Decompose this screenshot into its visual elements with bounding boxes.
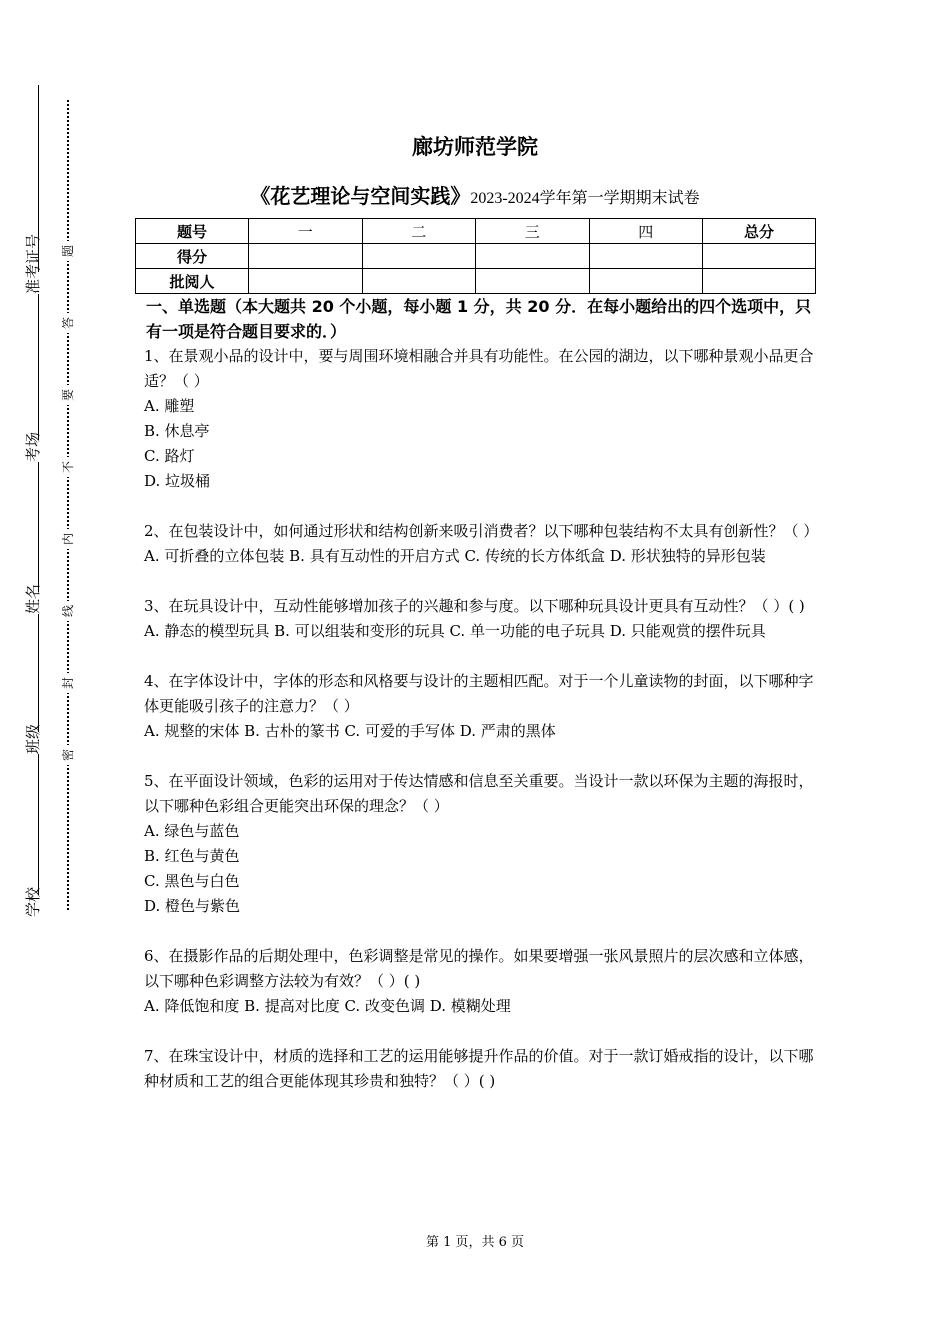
score-table	[135, 218, 816, 294]
question-stem: 4、在字体设计中，字体的形态和风格要与设计的主题相匹配。对于一个儿童读物的封面，以下哪种字体更能吸引孩子的注意力？（ ）	[144, 672, 814, 715]
seal-dotted-line	[67, 100, 69, 910]
score-cell: 一	[249, 219, 363, 244]
course-title: 《花艺理论与空间实践》	[250, 184, 471, 208]
question-1	[144, 344, 820, 494]
question-2	[144, 519, 820, 569]
question-4	[144, 669, 820, 744]
option: A. 规整的宋体 B. 古朴的篆书 C. 可爱的手写体 D. 严肃的黑体	[144, 722, 556, 740]
question-stem: 3、在玩具设计中，互动性能够增加孩子的兴趣和参与度。以下哪种玩具设计更具有互动性？（ ）( )	[144, 597, 805, 615]
question-stem: 1、在景观小品的设计中，要与周围环境相融合并具有功能性。在公园的湖边，以下哪种景观小品更合适？（ ）	[144, 347, 814, 390]
score-cell: 批阅人	[136, 269, 249, 294]
school-name: 廊坊师范学院	[412, 135, 538, 159]
score-cell: 得分	[136, 244, 249, 269]
question-5	[144, 769, 820, 919]
option: C. 黑色与白色	[144, 872, 240, 890]
question-stem: 6、在摄影作品的后期处理中，色彩调整是常见的操作。如果要增强一张风景照片的层次感和立体感，以下哪种色彩调整方法较为有效？（ ）( )	[144, 947, 814, 990]
term-label: 2023-2024学年第一学期期末试卷	[470, 190, 700, 207]
score-cell: 题号	[136, 219, 249, 244]
binding-line	[38, 85, 39, 915]
seal-char: 题	[61, 241, 75, 261]
score-cell[interactable]	[589, 269, 703, 294]
score-cell[interactable]	[249, 269, 363, 294]
seal-char: 密	[61, 745, 75, 765]
option: D. 垃圾桶	[144, 472, 211, 490]
question-7	[144, 1044, 820, 1094]
score-cell: 三	[476, 219, 590, 244]
binding-label-exam-number: 准考证号	[24, 233, 42, 294]
option: B. 红色与黄色	[144, 847, 240, 865]
seal-char: 封	[61, 673, 75, 693]
option: A. 降低饱和度 B. 提高对比度 C. 改变色调 D. 模糊处理	[144, 997, 511, 1015]
option: C. 路灯	[144, 447, 195, 465]
binding-label-class: 班级	[24, 723, 42, 754]
score-cell[interactable]	[476, 269, 590, 294]
section-title: 一、单选题（本大题共 20 个小题，每小题 1 分，共 20 分．在每小题给出的四个选项中，只有一项是符合题目要求的．）	[146, 297, 812, 341]
seal-char: 答	[61, 313, 75, 333]
score-cell: 四	[589, 219, 703, 244]
page-footer: 第 1 页，共 6 页	[425, 1235, 525, 1250]
seal-char: 内	[61, 529, 75, 549]
score-cell[interactable]	[703, 244, 816, 269]
exam-title	[0, 180, 950, 209]
score-cell[interactable]	[362, 244, 476, 269]
score-table-row	[136, 244, 816, 269]
option: A. 静态的模型玩具 B. 可以组装和变形的玩具 C. 单一功能的电子玩具 D. 只能观赏的摆件玩具	[144, 622, 766, 640]
option: A. 可折叠的立体包装 B. 具有互动性的开启方式 C. 传统的长方体纸盒 D. 形状独特的异形包装	[144, 547, 766, 565]
question-stem: 5、在平面设计领域，色彩的运用对于传达情感和信息至关重要。当设计一款以环保为主题的海报时，以下哪种色彩组合更能突出环保的理念？（ ）	[144, 772, 814, 815]
score-table-row	[136, 269, 816, 294]
seal-char: 不	[61, 457, 75, 477]
option: A. 绿色与蓝色	[144, 822, 240, 840]
option: A. 雕塑	[144, 397, 195, 415]
score-cell[interactable]	[476, 244, 590, 269]
option: D. 橙色与紫色	[144, 897, 241, 915]
question-6	[144, 944, 820, 1019]
score-cell[interactable]	[362, 269, 476, 294]
exam-content	[144, 294, 820, 1094]
question-stem: 7、在珠宝设计中，材质的选择和工艺的运用能够提升作品的价值。对于一款订婚戒指的设计，以下哪种材质和工艺的组合更能体现其珍贵和独特？（ ）( )	[144, 1047, 814, 1090]
option: B. 休息亭	[144, 422, 210, 440]
question-stem: 2、在包装设计中，如何通过形状和结构创新来吸引消费者？以下哪种包装结构不太具有创新性？（ ）	[144, 522, 819, 540]
score-cell[interactable]	[703, 269, 816, 294]
binding-label-school: 学校	[24, 886, 42, 917]
binding-label-name: 姓名	[24, 583, 42, 614]
score-table-header-row	[136, 219, 816, 244]
binding-label-exam-room: 考场	[24, 431, 42, 462]
question-3	[144, 594, 820, 644]
score-cell[interactable]	[249, 244, 363, 269]
seal-char: 线	[61, 601, 75, 621]
score-cell[interactable]	[589, 244, 703, 269]
score-cell: 总分	[703, 219, 816, 244]
seal-char: 要	[61, 385, 75, 405]
score-cell: 二	[362, 219, 476, 244]
